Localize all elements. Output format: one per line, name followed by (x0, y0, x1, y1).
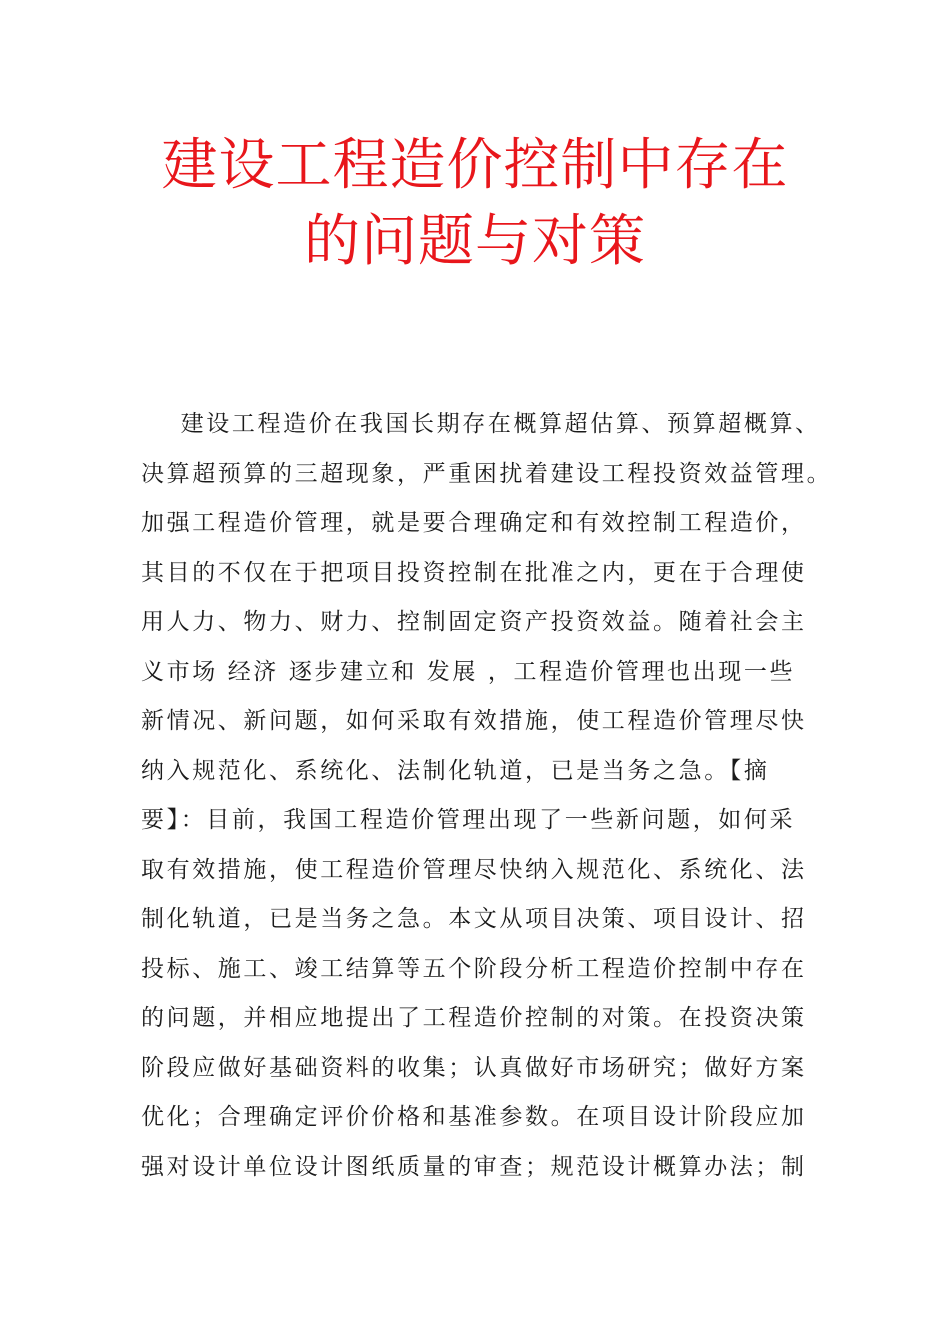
body-line: 要】：目前，我国工程造价管理出现了一些新问题，如何采 (141, 807, 796, 833)
body-line: 投标、施工、竣工结算等五个阶段分析工程造价控制中存在 (141, 955, 807, 982)
title-line-1: 建设工程造价控制中存在 (161, 133, 789, 198)
body-line: 优化；合理确定评价价格和基准参数。在项目设计阶段应加 (141, 1104, 807, 1130)
body-line: 强对设计单位设计图纸质量的审查；规范设计概算办法；制 (141, 1153, 807, 1180)
body-line: 建设工程造价在我国长期存在概算超估算、预算超概算、 (141, 411, 821, 437)
body-line: 其目的不仅在于把项目投资控制在批准之内，更在于合理使 (141, 559, 807, 586)
document-title (0, 128, 950, 280)
body-line: 加强工程造价管理，就是要合理确定和有效控制工程造价， (141, 510, 807, 536)
body-line: 阶段应做好基础资料的收集；认真做好市场研究；做好方案 (141, 1054, 807, 1081)
body-line: 的问题，并相应地提出了工程造价控制的对策。在投资决策 (141, 1005, 807, 1031)
body-line: 决算超预算的三超现象，严重困扰着建设工程投资效益管理。 (141, 460, 833, 487)
title-line-2: 的问题与对策 (304, 209, 646, 274)
body-line: 用人力、物力、财力、控制固定资产投资效益。随着社会主 (141, 609, 807, 635)
body-line: 纳入规范化、系统化、法制化轨道，已是当务之急。【摘 (141, 757, 770, 784)
body-line: 制化轨道，已是当务之急。本文从项目决策、项目设计、招 (141, 906, 807, 932)
body-paragraph (141, 400, 841, 1192)
body-line: 新情况、新问题，如何采取有效措施，使工程造价管理尽快 (141, 708, 807, 734)
body-line: 义市场 经济 逐步建立和 发展 ，工程造价管理也出现一些 (141, 658, 796, 685)
body-line: 取有效措施，使工程造价管理尽快纳入规范化、系统化、法 (141, 856, 807, 883)
